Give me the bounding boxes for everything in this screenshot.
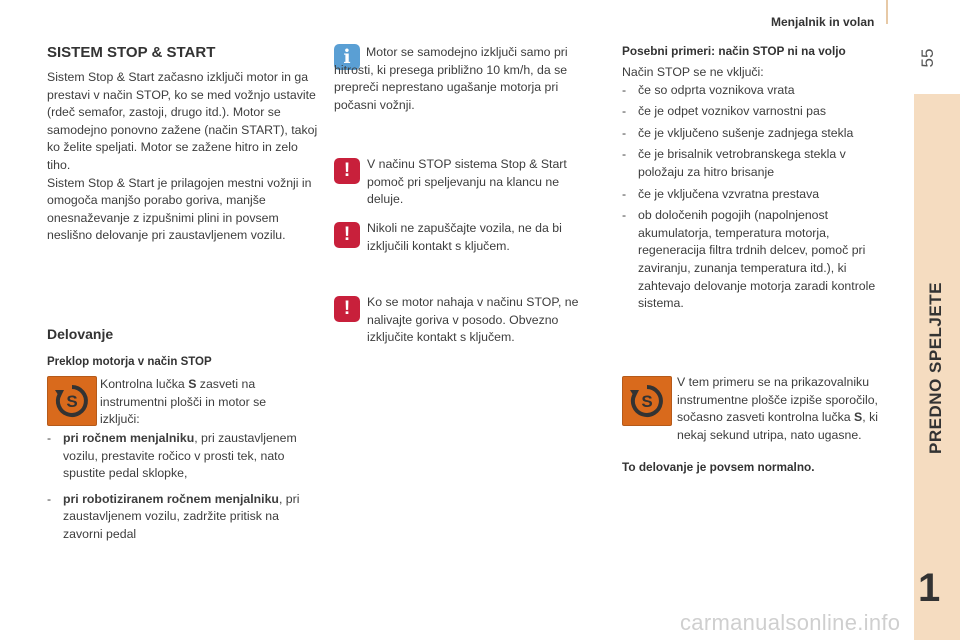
list-item: - pri robotiziranem ročnem menjalniku, pri zaustavljenem vozilu, zadržite pritisk na zavorni pedal	[47, 491, 315, 544]
list-item: - če je odpet voznikov varnostni pas	[622, 103, 892, 121]
lamp-text: Kontrolna lučka S zasveti na instrumentni plošči in motor se izključi:	[100, 377, 267, 427]
svg-text:S: S	[66, 392, 78, 411]
warning-note-1: V načinu STOP sistema Stop & Start pomoč pri speljevanju na klancu ne deluje.	[367, 157, 567, 207]
delovanje-block	[47, 326, 319, 368]
section-title: SISTEM STOP & START	[47, 44, 216, 61]
delovanje-title: Delovanje	[47, 326, 114, 342]
warning-icon: !	[334, 158, 360, 184]
intro-paragraph: Sistem Stop & Start začasno izključi motor in ga prestavi v način STOP, ko se med vožnjo ustavite (rdeč semafor, zastoji, drugo itd.). Motor se samodejno ponovno zažene (način START), takoj ko želite speljati. Motor se zažene hitro in zelo tiho.	[47, 70, 318, 172]
chapter-title: PREDNO SPELJETE	[926, 282, 945, 454]
chapter-number: 1	[918, 566, 941, 610]
normal-note: To delovanje je povsem normalno.	[622, 460, 815, 474]
col1-list	[47, 430, 315, 548]
list-item: - če so odprta voznikova vrata	[622, 82, 892, 100]
column-left	[47, 44, 319, 245]
preklop-title: Preklop motorja v način STOP	[47, 356, 212, 368]
stop-start-icon	[622, 376, 672, 426]
section-header: Menjalnik in volan	[771, 15, 875, 29]
svg-text:S: S	[641, 392, 653, 411]
watermark: carmanualsonline.info	[680, 610, 901, 635]
special-cases-intro: Način STOP se ne vključi:	[622, 65, 764, 79]
header-divider	[886, 0, 888, 24]
info-icon: i	[334, 44, 360, 70]
special-cases-title: Posebni primeri: način STOP ni na voljo	[622, 44, 846, 58]
warning-icon: !	[334, 222, 360, 248]
info-note: Motor se samodejno izključi samo pri hitrosti, ki presega približno 10 km/h, da se prepreči neprestano ugašanje motorja pri počasni vožnji.	[334, 45, 568, 112]
list-item: - če je vključena vzvratna prestava	[622, 186, 892, 204]
list-item: - pri ročnem menjalniku, pri zaustavljenem vozilu, prestavite ročico v prosti tek, nato spustite pedal sklopke,	[47, 430, 315, 483]
display-message-text: V tem primeru se na prikazovalniku instrumentne plošče izpiše sporočilo, sočasno zasveti kontrolna lučka S, ki nekaj sekund utripa, nato ugasne.	[677, 375, 878, 442]
list-item: - če je brisalnik vetrobranskega stekla v položaju za hitro brisanje	[622, 146, 892, 181]
warning-note-2: Nikoli ne zapuščajte vozila, ne da bi izključili kontakt s ključem.	[367, 221, 562, 253]
column-right	[622, 44, 892, 317]
list-item: - ob določenih pogojih (napolnjenost akumulatorja, temperatura motorja, regeneracija filtra trdnih delcev, pomoč pri zaviranju, zunanja temperatura itd.), ki zahtevajo delovanje motorja zaradi kontrole sistema.	[622, 207, 892, 313]
list-item: - če je vključeno sušenje zadnjega stekla	[622, 125, 892, 143]
intro-paragraph-2: Sistem Stop & Start je prilagojen mestni vožnji in omogoča manjšo porabo goriva, manjše onesnaževanje z izpušnimi plini in povsem neslišno delovanje pri zaustavljenem vozilu.	[47, 175, 312, 243]
page-number: 55	[918, 48, 937, 68]
warning-note-3: Ko se motor nahaja v načinu STOP, ne nalivajte goriva v posodo. Obvezno izključite kontakt s ključem.	[367, 295, 579, 345]
stop-start-icon	[47, 376, 97, 426]
warning-icon: !	[334, 296, 360, 322]
